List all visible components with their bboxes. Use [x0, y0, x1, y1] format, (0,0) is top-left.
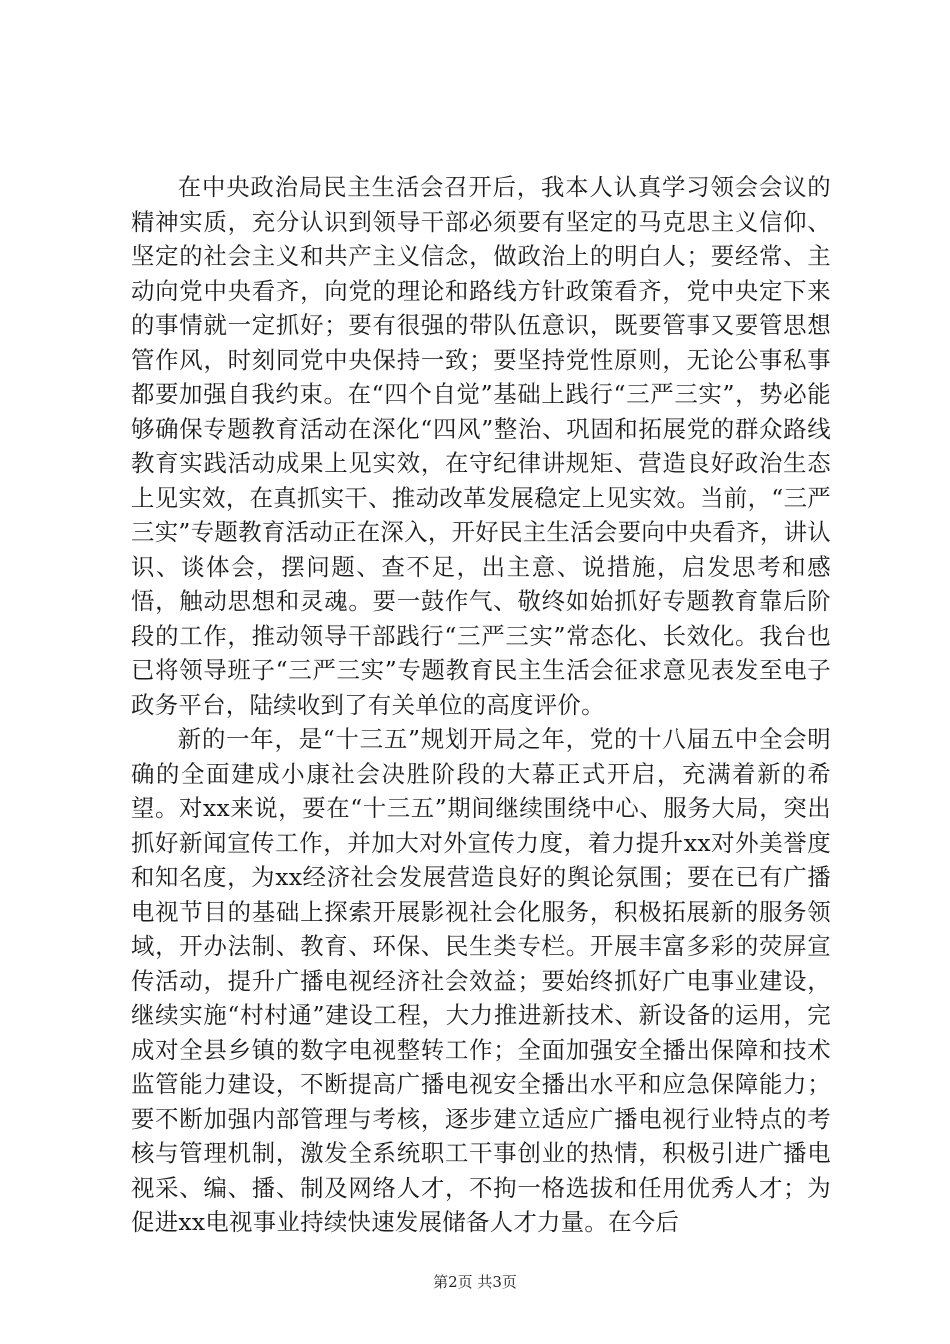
- paragraph-2: 新的一年，是“十三五”规划开局之年，党的十八届五中全会明确的全面建成小康社会决胜阶段的大幕正式开启，充满着新的希望。对xx来说，要在“十三五”期间继续围绕中心、服务大局，突出抓好新闻宣传工作，并加大对外宣传力度，着力提升xx对外美誉度和知名度，为xx经济社会发展营造良好的舆论氛围；要在已有广播电视节目的基础上探索开展影视社会化服务，积极拓展新的服务领域，开办法制、教育、环保、民生类专栏。开展丰富多彩的荧屏宣传活动，提升广播电视经济社会效益；要始终抓好广电事业建设，继续实施“村村通”建设工程，大力推进新技术、新设备的运用，完成对全县乡镇的数字电视整转工作；全面加强安全播出保障和技术监管能力建设，不断提高广播电视安全播出水平和应急保障能力；要不断加强内部管理与考核，逐步建立适应广播电视行业特点的考核与管理机制，激发全系统职工干事创业的热情，积极引进广播电视采、编、播、制及网络人才，不拘一格选拔和任用优秀人才；为促进xx电视事业持续快速发展储备人才力量。在今后: [131, 725, 831, 1236]
- page-number-footer: 第2页 共3页: [433, 1273, 517, 1291]
- document-body: [131, 170, 831, 1240]
- paragraph-1: 在中央政治局民主生活会召开后，我本人认真学习领会会议的精神实质，充分认识到领导干部必须要有坚定的马克思主义信仰、坚定的社会主义和共产主义信念，做政治上的明白人；要经常、主动向党中央看齐，向党的理论和路线方针政策看齐，党中央定下来的事情就一定抓好；要有很强的带队伍意识，既要管事又要管思想管作风，时刻同党中央保持一致；要坚持党性原则，无论公事私事都要加强自我约束。在“四个自觉”基础上践行“三严三实”，势必能够确保专题教育活动在深化“四风”整治、巩固和拓展党的群众路线教育实践活动成果上见实效，在守纪律讲规矩、营造良好政治生态上见实效，在真抓实干、推动改革发展稳定上见实效。当前，“三严三实”专题教育活动正在深入，开好民主生活会要向中央看齐，讲认识、谈体会，摆问题、查不足，出主意、说措施，启发思考和感悟，触动思想和灵魂。要一鼓作气、敬终如始抓好专题教育靠后阶段的工作，推动领导干部践行“三严三实”常态化、长效化。我台也已将领导班子“三严三实”专题教育民主生活会征求意见表发至电子政务平台，陆续收到了有关单位的高度评价。: [131, 173, 831, 719]
